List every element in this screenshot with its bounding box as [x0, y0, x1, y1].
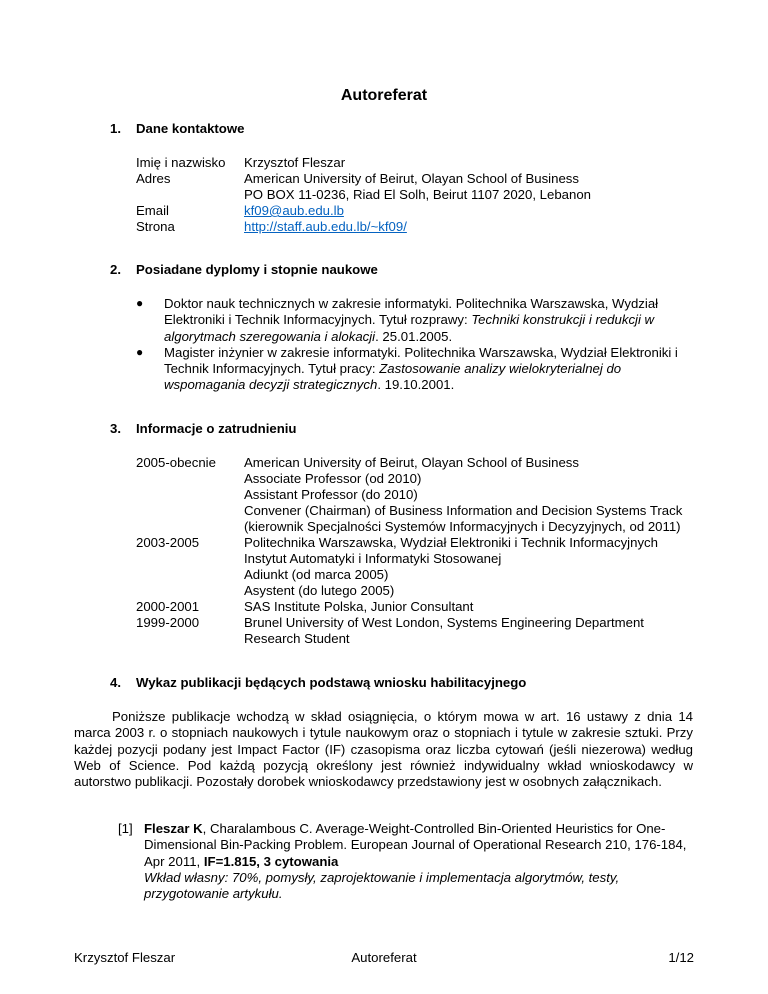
address-line-2: PO BOX 11-0236, Riad El Solh, Beirut 1107 2020, Lebanon: [244, 187, 592, 202]
section-heading: Posiadane dyplomy i stopnie naukowe: [136, 262, 378, 277]
page-number: 1/12: [668, 950, 694, 965]
employment-desc: Assistant Professor (do 2010): [244, 487, 418, 502]
footer-author: Krzysztof Fleszar: [74, 950, 176, 965]
page-footer: [74, 950, 694, 970]
period: 2003-2005: [136, 535, 200, 550]
publication-text: Dimensional Bin-Packing Problem. European Journal of Operational Research 210, 176-184,: [144, 837, 687, 853]
degree-text: Elektroniki i Technik Informacyjnych. Tytuł rozprawy:: [164, 312, 472, 328]
publication-text: Apr 2011,: [144, 853, 204, 869]
address-label: Adres: [136, 171, 171, 186]
section-number: 4.: [110, 675, 121, 690]
employment-desc: Brunel University of West London, Systems Engineering Department: [244, 615, 644, 630]
page-title: Autoreferat: [340, 87, 428, 104]
period: 2005-obecnie: [136, 455, 216, 470]
bullet-icon: ●: [136, 296, 144, 310]
list-item: [136, 345, 676, 394]
thesis-title: algorytmach szeregowania i alokacji: [164, 328, 376, 344]
address-line-1: American University of Beirut, Olayan School of Business: [244, 171, 579, 186]
employment-desc: Convener (Chairman) of Business Information and Decision Systems Track: [244, 503, 683, 518]
degree-date: . 25.01.2005.: [375, 328, 453, 344]
contribution-text: Wkład własny: 70%, pomysły, zaprojektowanie i implementacja algorytmów, testy,: [144, 869, 620, 885]
period: 1999-2000: [136, 615, 200, 630]
impact-factor: IF=1.815, 3 cytowania: [203, 853, 339, 869]
web-label: Strona: [136, 219, 175, 234]
intro-paragraph: Poniższe publikacje wchodzą w skład osiągnięcia, o którym mowa w art. 16 ustawy z dnia 14 marca 2003 r. o stopniach naukowych i tytule naukowym oraz o stopniach i tytule w zakresie sztuki. Przy każdej pozycji podany jest Impact Factor (IF) czasopisma oraz liczba cytowań (jeśli niezerowa) według Web of Science. Pod każdą pozycją określony jest również indywidualny wkład wnioskodawcy w autorstwo publikacji. Pozostały dorobek wnioskodawcy przedstawiony jest w osobnych załącznikach.: [74, 709, 693, 790]
employment-desc: Research Student: [244, 631, 350, 646]
employment-desc: Politechnika Warszawska, Wydział Elektroniki i Technik Informacyjnych: [244, 535, 658, 550]
section-number: 2.: [110, 262, 121, 277]
email-link[interactable]: kf09@aub.edu.lb: [244, 203, 344, 218]
degree-text: Magister inżynier w zakresie informatyki. Politechnika Warszawska, Wydział Elektroniki i: [164, 344, 678, 360]
publication-text: , Charalambous C. Average-Weight-Controlled Bin-Oriented Heuristics for One-: [202, 821, 666, 836]
employment-desc: Instytut Automatyki i Informatyki Stosowanej: [244, 551, 502, 566]
thesis-title: wspomagania decyzji strategicznych: [164, 377, 378, 393]
section-number: 3.: [110, 421, 121, 436]
list-item: [136, 296, 676, 345]
publications-intro: [74, 709, 693, 790]
footer-title: Autoreferat: [351, 950, 417, 965]
name-label: Imię i nazwisko: [136, 155, 226, 170]
email-label: Email: [136, 203, 169, 218]
publication-ref: [1]: [118, 821, 133, 836]
section-heading: Wykaz publikacji będących podstawą wniosku habilitacyjnego: [136, 675, 527, 690]
section-publications-heading: [110, 675, 670, 691]
employment-desc: SAS Institute Polska, Junior Consultant: [244, 599, 474, 614]
section-degrees-heading: [110, 262, 670, 278]
section-contact-heading: [110, 121, 670, 137]
thesis-title: Zastosowanie analizy wielokryterialnej do: [379, 361, 622, 377]
employment-desc: American University of Beirut, Olayan School of Business: [244, 455, 579, 470]
period: 2000-2001: [136, 599, 200, 614]
section-number: 1.: [110, 121, 121, 136]
contribution-text: przygotowanie artykułu.: [144, 886, 283, 902]
section-employment-heading: [110, 421, 670, 437]
employment-desc: (kierownik Specjalności Systemów Informacyjnych i Decyzyjnych, od 2011): [244, 519, 681, 534]
employment-desc: Adiunkt (od marca 2005): [244, 567, 389, 582]
degree-text: Technik Informacyjnych. Tytuł pracy:: [164, 361, 380, 377]
degree-date: . 19.10.2001.: [377, 377, 455, 393]
employment-desc: Associate Professor (od 2010): [244, 471, 422, 486]
publication-author: Fleszar K: [144, 821, 203, 836]
employment-desc: Asystent (do lutego 2005): [244, 583, 395, 598]
section-heading: Dane kontaktowe: [136, 121, 245, 136]
name-value: Krzysztof Fleszar: [244, 155, 346, 170]
website-link[interactable]: http://staff.aub.edu.lb/~kf09/: [244, 219, 407, 234]
degree-text: Doktor nauk technicznych w zakresie informatyki. Politechnika Warszawska, Wydział: [164, 296, 659, 311]
section-heading: Informacje o zatrudnieniu: [136, 421, 297, 436]
degrees-list: [136, 296, 676, 394]
bullet-icon: ●: [136, 344, 144, 359]
thesis-title: Techniki konstrukcji i redukcji w: [471, 312, 655, 328]
